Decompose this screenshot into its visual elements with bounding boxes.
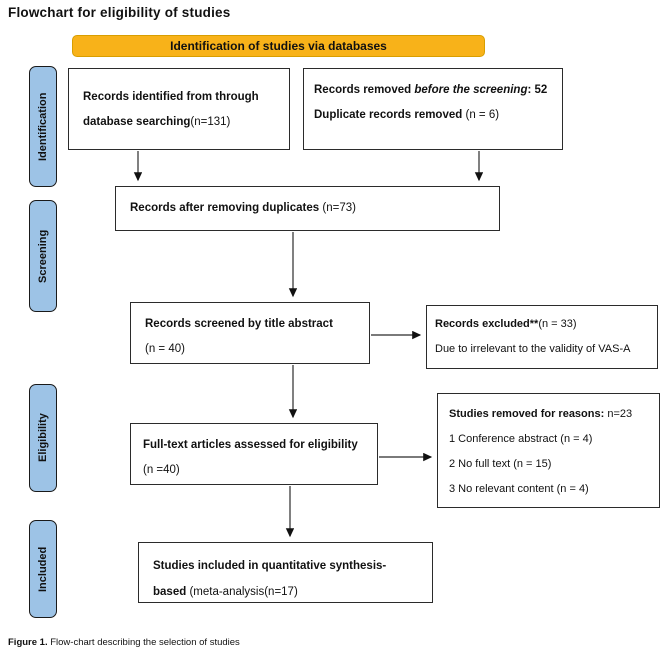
text-segment: Records excluded** xyxy=(435,318,539,330)
text-segment: (n = 6) xyxy=(465,109,500,121)
stage-label-included xyxy=(29,520,57,618)
removal-reason: 1 Conference abstract (n = 4) xyxy=(449,433,593,445)
text-segment: (meta-analysis(n=17) xyxy=(186,586,298,598)
removal-reason: 2 No full text (n = 15) xyxy=(449,458,552,470)
records-identified-box xyxy=(68,68,290,150)
figure-caption xyxy=(8,637,240,648)
text-segment: Records removed xyxy=(314,84,415,96)
removal-reason: 3 No relevant content (n = 4) xyxy=(449,483,589,495)
studies-included-box xyxy=(138,542,433,603)
stage-text: Identification xyxy=(37,92,49,161)
page-title: Flowchart for eligibility of studies xyxy=(8,5,231,20)
text-segment: Due to irrelevant to the validity of VAS-A xyxy=(435,343,631,355)
records-after-duplicates-box xyxy=(115,186,500,231)
text-segment: database searching xyxy=(83,116,191,128)
stage-label-eligibility xyxy=(29,384,57,492)
text-segment: (n = 33) xyxy=(538,318,577,330)
stage-text: Screening xyxy=(37,229,49,283)
text-segment: before the screening xyxy=(414,84,528,96)
stage-label-identification xyxy=(29,66,57,187)
caption-text: Flow-chart describing the selection of studies xyxy=(47,637,240,648)
identification-banner xyxy=(72,35,485,57)
records-excluded-box xyxy=(426,305,658,369)
stage-text: Included xyxy=(37,546,49,592)
text-segment: (n = 40) xyxy=(145,343,185,355)
text-segment: (n =40) xyxy=(143,464,180,476)
stage-text: Eligibility xyxy=(37,413,49,463)
text-segment: based xyxy=(153,586,187,598)
text-segment: Full-text articles assessed for eligibility xyxy=(143,439,358,451)
text-segment: Records screened by title abstract xyxy=(145,318,333,330)
fulltext-assessed-box xyxy=(130,423,378,485)
text-segment: Duplicate records removed xyxy=(314,109,466,121)
records-screened-box xyxy=(130,302,370,364)
text-segment: (n=131) xyxy=(190,116,231,128)
studies-removed-box xyxy=(437,393,660,508)
text-segment: (n=73) xyxy=(322,202,356,214)
text-segment: : 52 xyxy=(527,84,548,96)
caption-prefix: Figure 1. xyxy=(8,637,48,648)
stage-label-screening xyxy=(29,200,57,312)
records-removed-box xyxy=(303,68,563,150)
banner-label: Identification of studies via databases xyxy=(170,39,387,53)
text-segment: Studies removed for reasons: xyxy=(449,408,605,420)
text-segment: Studies included in quantitative synthesis- xyxy=(153,560,387,572)
text-segment: Records after removing duplicates xyxy=(130,202,323,214)
text-segment: Records identified from through xyxy=(83,91,259,103)
text-segment: n=23 xyxy=(604,408,633,420)
